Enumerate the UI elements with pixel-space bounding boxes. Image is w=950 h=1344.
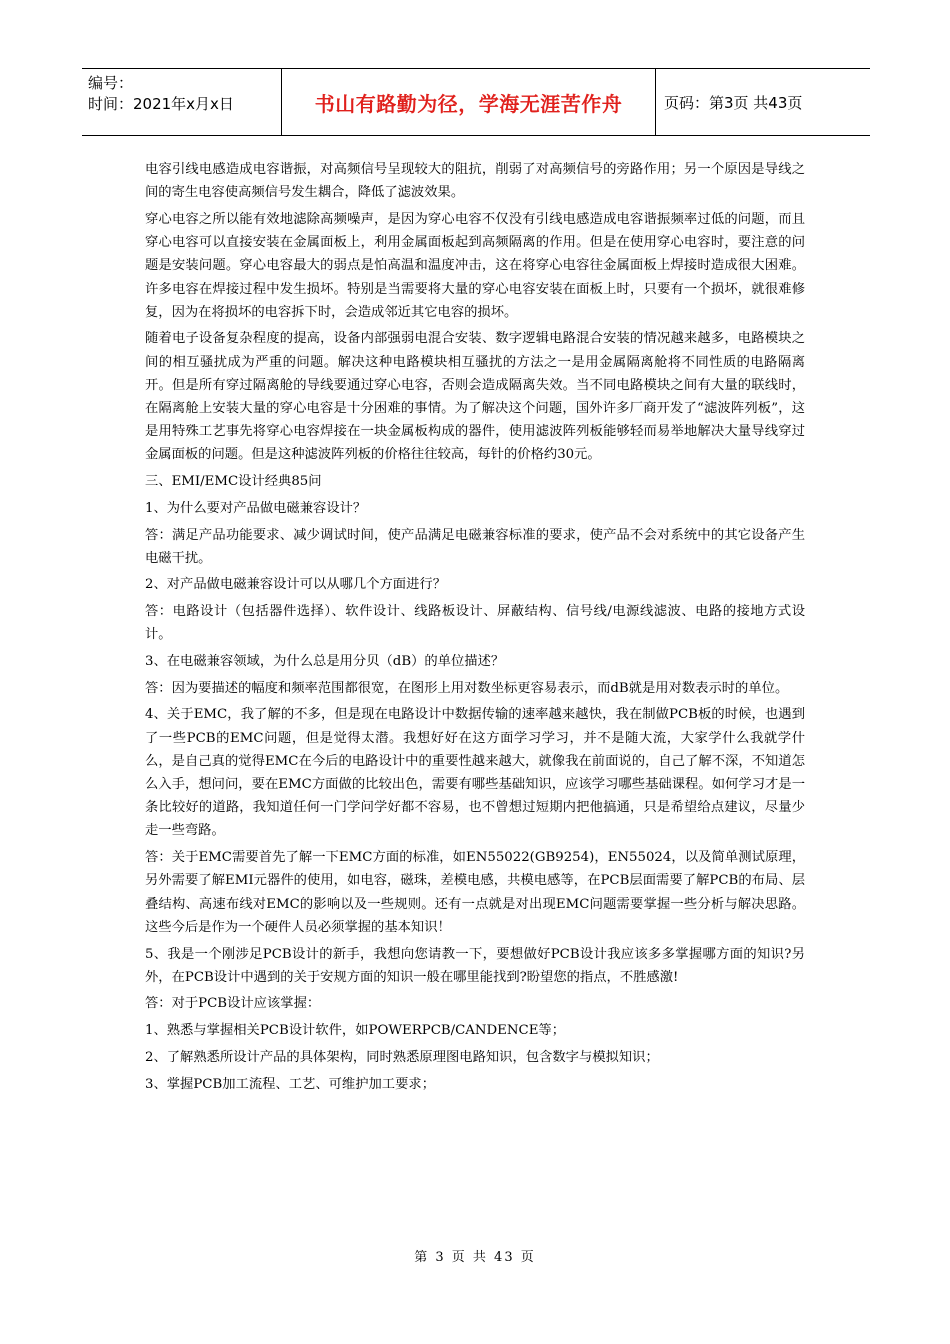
header-meta [82, 69, 282, 135]
list-item: 1、熟悉与掌握相关PCB设计软件，如POWERPCB/CANDENCE等； [145, 1023, 566, 1039]
document-number-label: 编号： [88, 74, 134, 92]
paragraph: 电容引线电感造成电容谐振，对高频信号呈现较大的阻抗，削弱了对高频信号的旁路作用；另一个原因是导线之间的寄生电容使高频信号发生耦合，降低了滤波效果。 [145, 162, 805, 201]
header-page-info: 页码：第3页 共43页 [664, 93, 803, 112]
question: 2、对产品做电磁兼容设计可以从哪几个方面进行？ [145, 577, 446, 593]
paragraph: 穿心电容之所以能有效地滤除高频噪声，是因为穿心电容不仅没有引线电感造成电容谐振频率过低的问题，而且穿心电容可以直接安装在金属面板上，利用金属面板起到高频隔离的作用。但是在使用穿心电容时，要注意的问题是安装问题。穿心电容最大的弱点是怕高温和温度冲击，这在将穿心电容往金属面板上焊接时造成很大困难。许多电容在焊接过程中发生损坏。特别是当需要将大量的穿心电容安装在面板上时，只要有一个损坏，就很难修复，因为在将损坏的电容拆下时，会造成邻近其它电容的损坏。 [145, 211, 805, 320]
header-motto: 书山有路勤为径，学海无涯苦作舟 [282, 69, 656, 135]
section-heading: 三、EMI/EMC设计经典85问 [145, 474, 322, 490]
answer: 答：满足产品功能要求、减少调试时间，使产品满足电磁兼容标准的要求，使产品不会对系统中的其它设备产生电磁干扰。 [145, 527, 805, 566]
document-body [145, 158, 805, 1099]
paragraph: 随着电子设备复杂程度的提高，设备内部强弱电混合安装、数字逻辑电路混合安装的情况越来越多，电路模块之间的相互骚扰成为严重的问题。解决这种电路模块相互骚扰的方法之一是用金属隔离舱将不同性质的电路隔离开。但是所有穿过隔离舱的导线要通过穿心电容，否则会造成隔离失效。当不同电路模块之间有大量的联线时，在隔离舱上安装大量的穿心电容是十分困难的事情。为了解决这个问题，国外许多厂商开发了“滤波阵列板”，这是用特殊工艺事先将穿心电容焊接在一块金属板构成的器件，使用滤波阵列板能够轻而易举地解决大量导线穿过金属面板的问题。但是这种滤波阵列板的价格往往较高，每针的价格约30元。 [145, 331, 805, 463]
question: 4、关于EMC，我了解的不多，但是现在电路设计中数据传输的速率越来越快，我在制做PCB板的时候，也遇到了一些PCB的EMC问题，但是觉得太潜。我想好好在这方面学习学习，并不是随大流，大家学什么我就学什么，是自己真的觉得EMC在今后的电路设计中的重要性越来越大，就像我在前面说的，自己了解不深，不知道怎么入手，想问问，要在EMC方面做的比较出色，需要有哪些基础知识，应该学习哪些基础课程。如何学习才是一条比较好的道路，我知道任何一门学问学好都不容易，也不曾想过短期内把他搞通，只是希望给点建议，尽量少走一些弯路。 [145, 707, 805, 839]
list-item: 3、掌握PCB加工流程、工艺、可维护加工要求； [145, 1076, 435, 1092]
page-header [82, 68, 870, 136]
question: 3、在电磁兼容领域，为什么总是用分贝（dB）的单位描述？ [145, 654, 505, 670]
page-footer: 第 3 页 共 43 页 [414, 1250, 536, 1265]
answer: 答：对于PCB设计应该掌握： [145, 996, 321, 1012]
answer: 答：因为要描述的幅度和频率范围都很宽，在图形上用对数坐标更容易表示，而dB就是用对数表示时的单位。 [145, 680, 789, 696]
answer: 答：电路设计（包括器件选择）、软件设计、线路板设计、屏蔽结构、信号线/电源线滤波、电路的接地方式设计。 [145, 604, 805, 643]
question: 1、为什么要对产品做电磁兼容设计？ [145, 500, 367, 516]
document-date: 时间：2021年x月x日 [88, 95, 234, 113]
list-item: 2、了解熟悉所设计产品的具体架构，同时熟悉原理图电路知识，包含数字与模拟知识； [145, 1049, 659, 1065]
question: 5、我是一个刚涉足PCB设计的新手，我想向您请教一下，要想做好PCB设计我应该多多掌握哪方面的知识?另外，在PCB设计中遇到的关于安规方面的知识一般在哪里能找到?盼望您的指点，不胜感激! [145, 946, 805, 985]
answer: 答：关于EMC需要首先了解一下EMC方面的标准，如EN55022(GB9254)，EN55024，以及简单测试原理，另外需要了解EMI元器件的使用，如电容，磁珠，差模电感，共模电感等，在PCB层面需要了解PCB的布局、层叠结构、高速布线对EMC的影响以及一些规则。还有一点就是对出现EMC问题需要掌握一些分析与解决思路。这些今后是作为一个硬件人员必须掌握的基本知识！ [145, 850, 805, 935]
